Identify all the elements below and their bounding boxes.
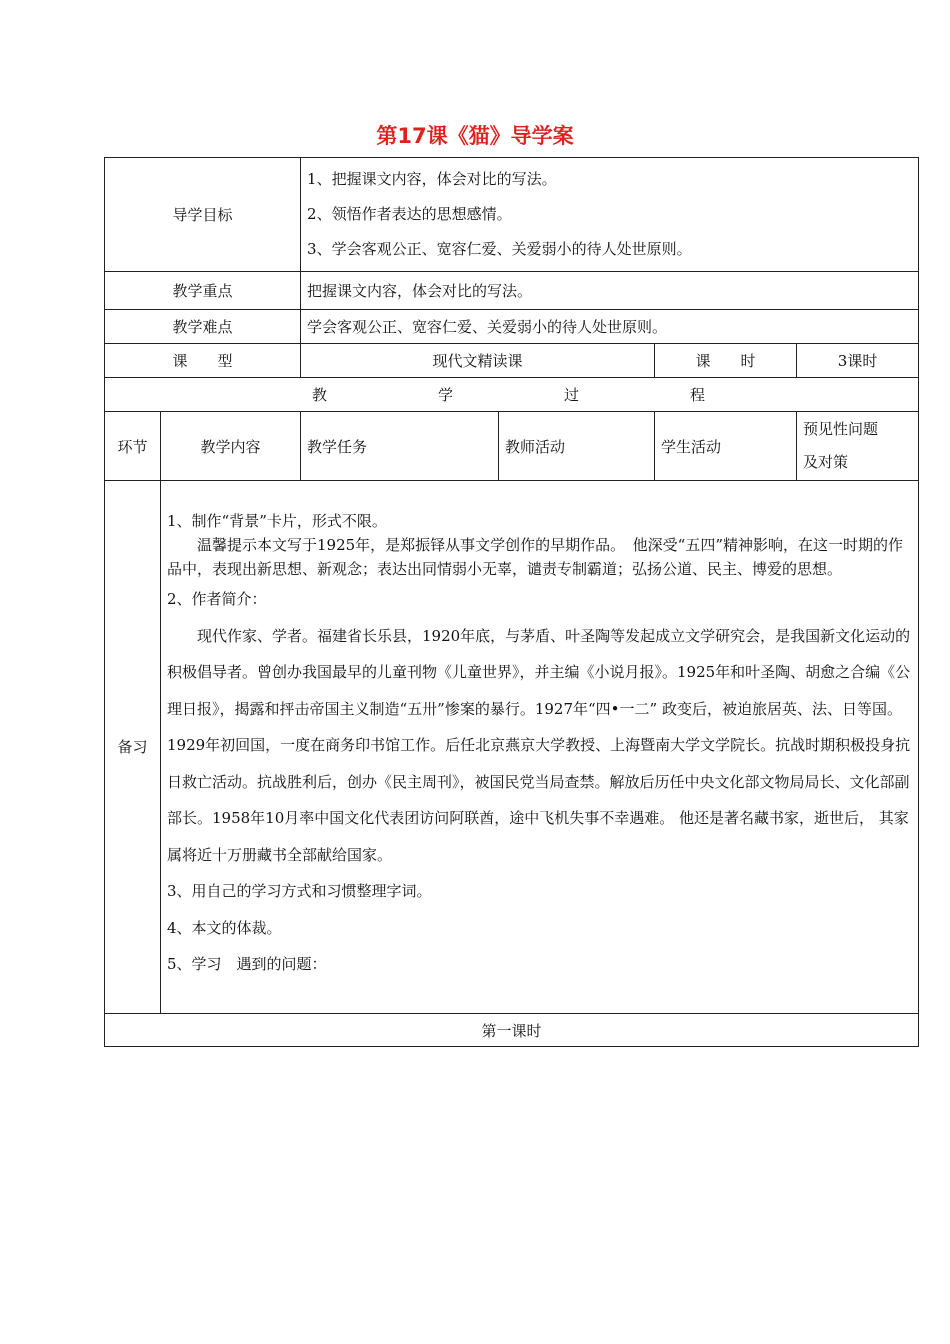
objectives-row	[105, 158, 919, 272]
key-point-label: 教学重点	[105, 272, 301, 310]
column-header: 教学内容	[161, 412, 301, 481]
prep-item-4: 4、本文的体裁。	[167, 918, 282, 937]
first-period-row	[105, 1014, 919, 1047]
prep-author-bio: 现代作家、学者。福建省长乐县，1920年底，与茅盾、叶圣陶等发起成立文学研究会，是我国新文化运动的积极倡导者。曾创办我国最早的儿童刊物《儿童世界》，并主编《小说月报》。1925年和叶圣陶、胡愈之合编《公理日报》，揭露和抨击帝国主义制造“五卅”惨案的暴行。1927年“四•一二” 政变后，被迫旅居英、法、日等国。 1929年初回国，一度在商务印书馆工作。后任北京燕京大学教授、上海暨南大学文学院长。抗战时期积极投身抗日救亡活动。抗战胜利后，创办《民主周刊》，被国民党当局查禁。解放后历任中央文化部文物局局长、文化部副部长。1958年10月率中国文化代表团访问阿联酋，途中飞机失事不幸遇难。 他还是著名藏书家，逝世后， 其家属将近十万册藏书全部献给国家。	[167, 626, 911, 864]
page-title: 第17课《猫》导学案	[376, 124, 574, 148]
preparation-content	[161, 481, 919, 1014]
column-header: 教学任务	[301, 412, 499, 481]
objectives-label: 导学目标	[105, 158, 301, 272]
prep-item-3: 3、用自己的学习方式和习惯整理字词。	[167, 882, 432, 901]
key-point-value: 把握课文内容，体会对比的写法。	[301, 272, 919, 310]
course-type-value: 现代文精读课	[301, 344, 655, 378]
key-point-row	[105, 272, 919, 310]
preparation-row	[105, 481, 919, 1014]
difficulty-value: 学会客观公正、宽容仁爱、关爱弱小的待人处世原则。	[301, 310, 919, 344]
column-header: 预见性问题 及对策	[797, 412, 919, 481]
preparation-label: 备习	[105, 481, 161, 1014]
process-row	[105, 378, 919, 412]
prep-item-1: 1、制作“背景”卡片，形式不限。	[167, 512, 387, 531]
objective-item: 2、领悟作者表达的思想感情。	[307, 205, 512, 223]
prep-item-5: 5、学习 遇到的问题：	[167, 955, 327, 974]
first-period-label: 第一课时	[105, 1014, 919, 1047]
lesson-plan-table	[104, 157, 919, 1047]
process-label: 教 学 过 程	[105, 378, 919, 412]
course-row	[105, 344, 919, 378]
difficulty-label: 教学难点	[105, 310, 301, 344]
column-header-row	[105, 412, 919, 481]
course-hours-value: 3课时	[797, 344, 919, 378]
difficulty-row	[105, 310, 919, 344]
column-header: 环节	[105, 412, 161, 481]
objectives-list	[301, 158, 919, 272]
course-hours-label: 课 时	[655, 344, 797, 378]
objective-item: 3、学会客观公正、宽容仁爱、关爱弱小的待人处世原则。	[307, 240, 692, 258]
prep-tip: 温馨提示本文写于1925年，是郑振铎从事文学创作的早期作品。 他深受“五四”精神影响，在这一时期的作品中，表现出新思想、新观念；表达出同情弱小无辜，谴责专制霸道；弘扬公道、民主、博爱的思想。	[167, 536, 904, 579]
prep-item-2: 2、作者简介：	[167, 590, 267, 609]
objective-item: 1、把握课文内容，体会对比的写法。	[307, 170, 557, 188]
course-type-label: 课 型	[105, 344, 301, 378]
column-header: 学生活动	[655, 412, 797, 481]
column-header: 教师活动	[499, 412, 655, 481]
